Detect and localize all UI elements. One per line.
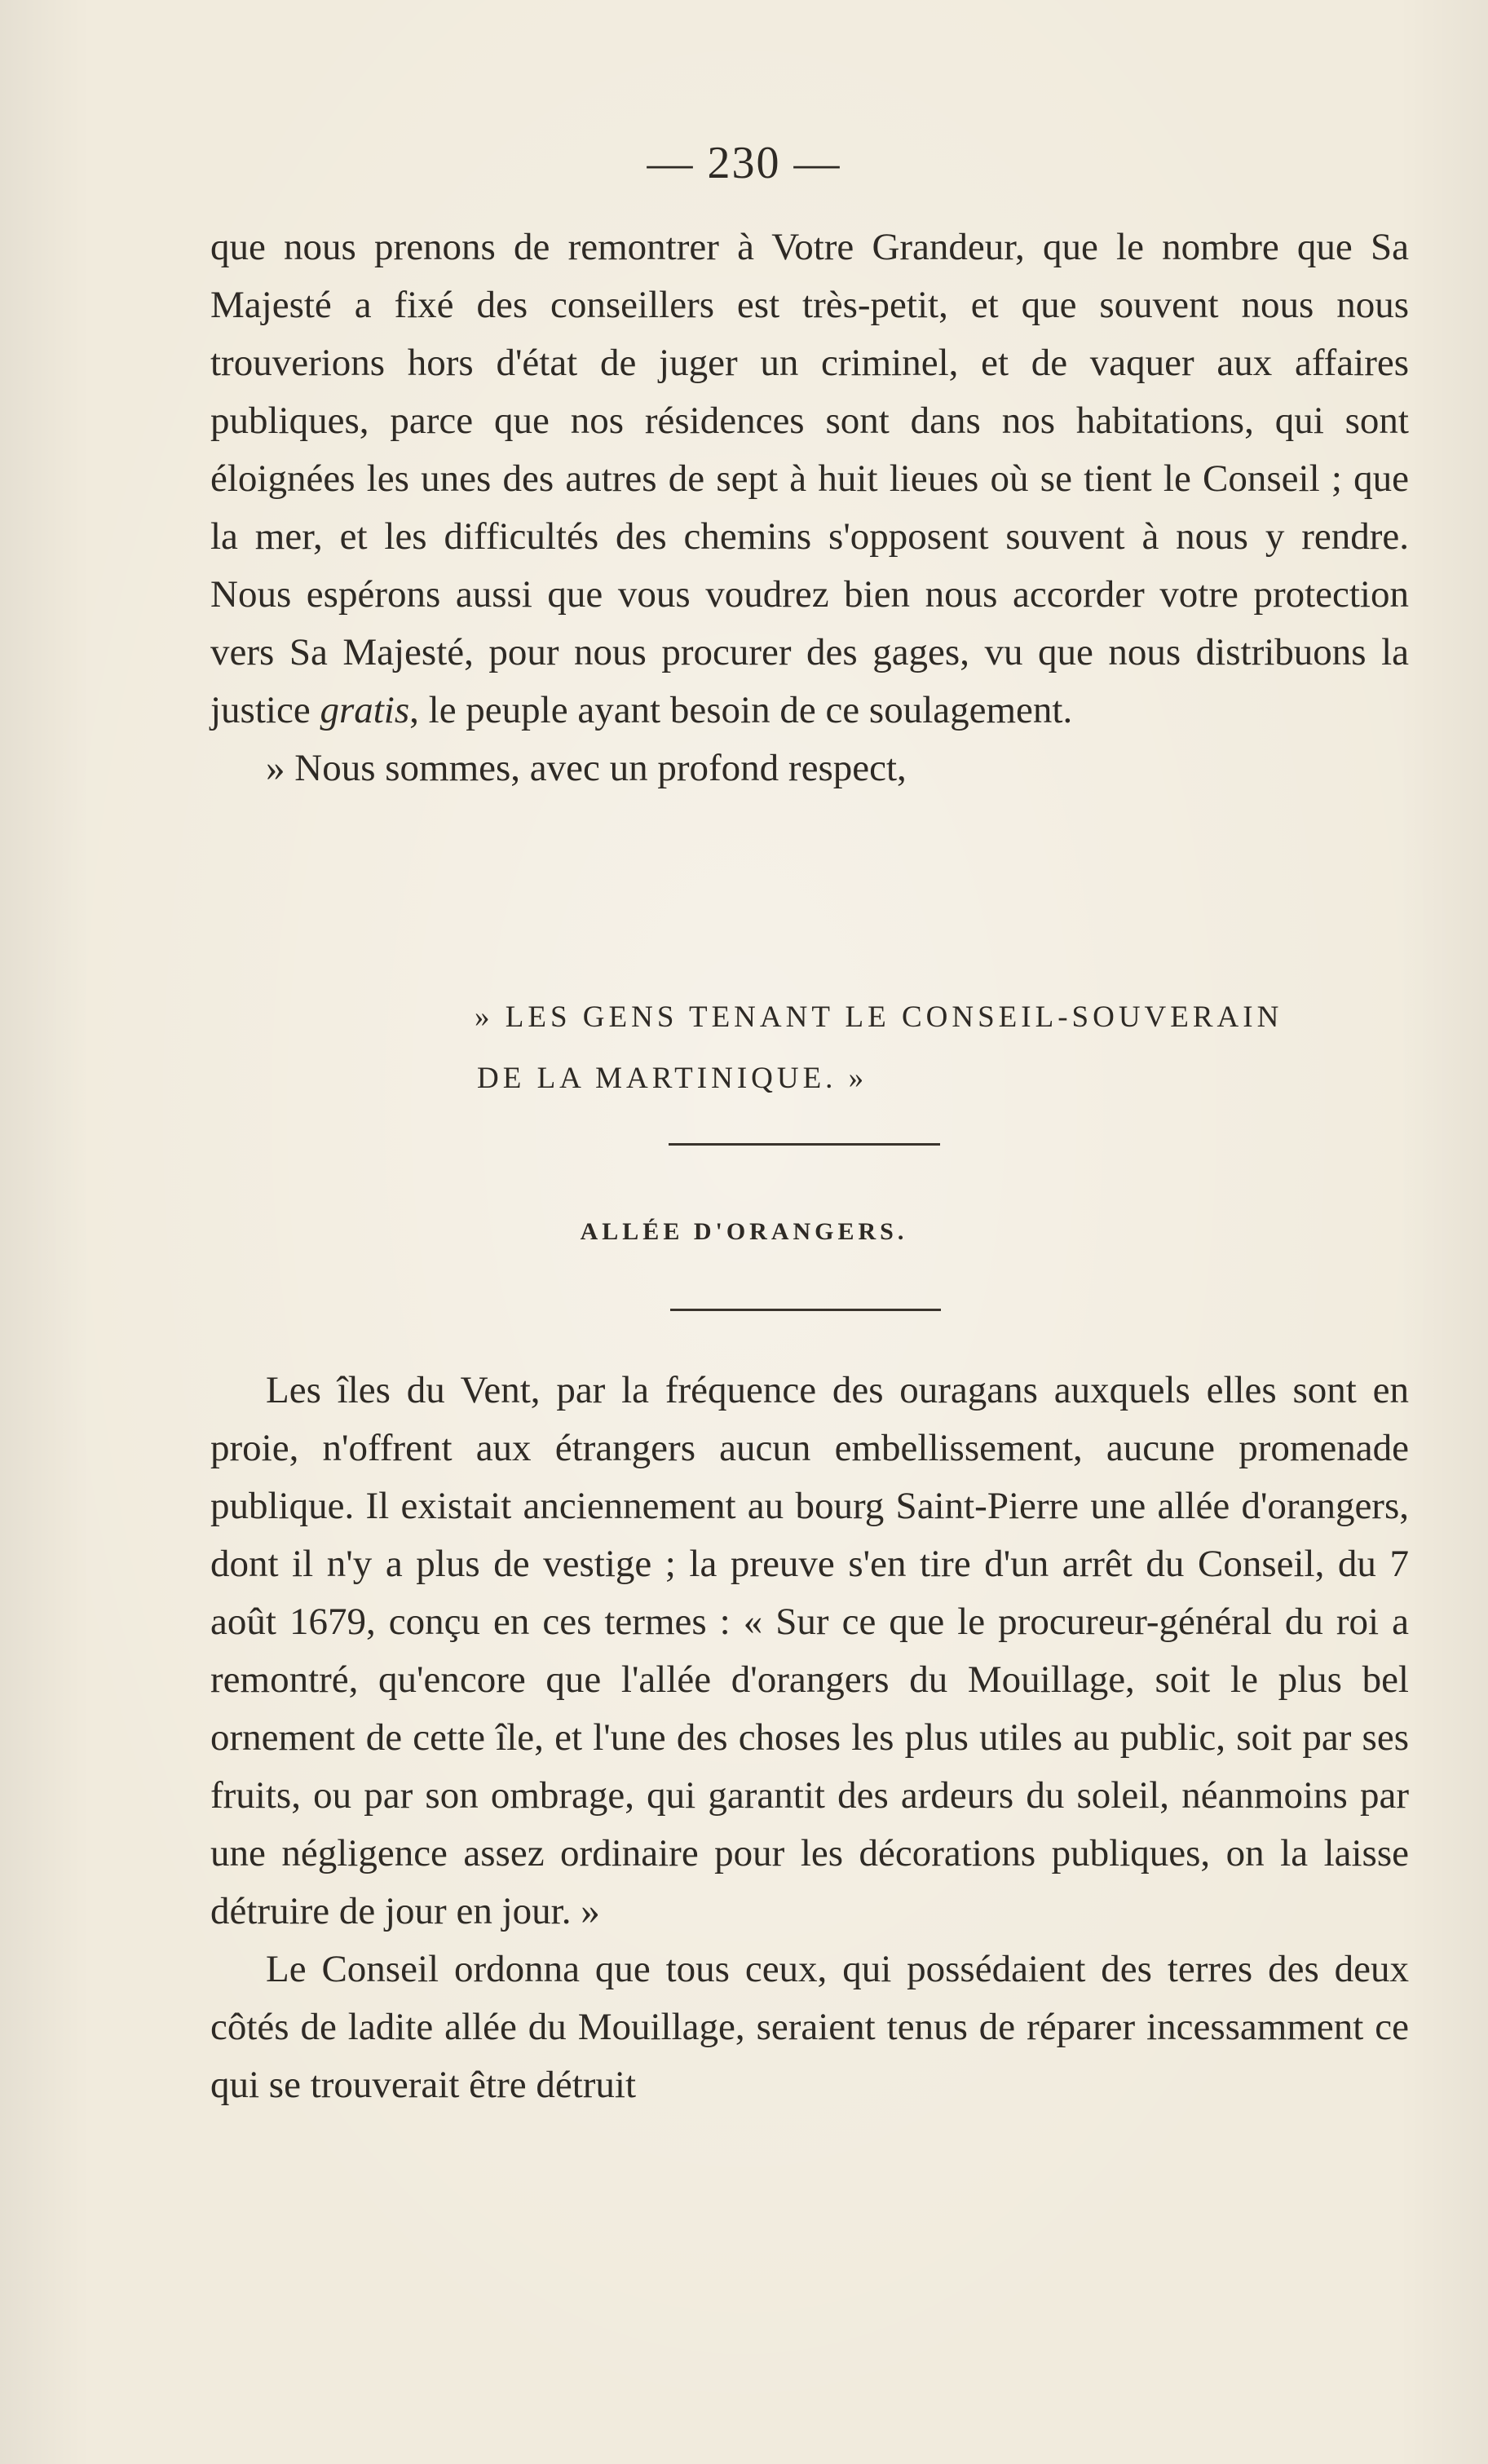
signature-line-2: DE LA MARTINIQUE. » xyxy=(477,1062,868,1095)
divider-rule-top xyxy=(669,1143,940,1146)
signature-line-1: » LES GENS TENANT LE CONSEIL-SOUVERAIN xyxy=(475,1000,1283,1034)
letter-paragraph-end: , le peuple ayant besoin de ce soulagement. xyxy=(409,689,1073,731)
page-number: — 230 — xyxy=(647,138,841,188)
letter-paragraph-text: que nous prenons de remontrer à Votre Grandeur, que le nombre que Sa Majesté a fixé des conseillers est très-petit, et que souvent nous nous trouverions hors d'état de juger un criminel, et de vaquer aux affaires publiques, parce que nos résidences sont dans nos habitations, qui sont éloignées les unes des autres de sept à huit lieues où se tient le Conseil ; que la mer, et les difficultés des chemins s'opposent souvent à nous y rendre. Nous espérons aussi que vous voudrez bien nous accorder votre protection vers Sa Majesté, pour nous procurer des gages, vu que nous distribuons la justice xyxy=(210,226,1409,731)
section-text xyxy=(210,1362,1409,2114)
letter-text xyxy=(210,219,1409,797)
section-title: ALLÉE D'ORANGERS. xyxy=(580,1218,908,1245)
letter-closing: » Nous sommes, avec un profond respect, xyxy=(266,747,907,789)
section-paragraph-2: Le Conseil ordonna que tous ceux, qui possédaient des terres des deux côtés de ladite allée du Mouillage, seraient tenus de réparer incessamment ce qui se trouverait être détruit xyxy=(210,1948,1409,2106)
section-paragraph-1: Les îles du Vent, par la fréquence des ouragans auxquels elles sont en proie, n'offrent aux étrangers aucun embellissement, aucune promenade publique. Il existait anciennement au bourg Saint-Pierre une allée d'orangers, dont il n'y a plus de vestige ; la preuve s'en tire d'un arrêt du Conseil, du 7 août 1679, conçu en ces termes : « Sur ce que le procureur-général du roi a remontré, qu'encore que l'allée d'orangers du Mouillage, soit le plus bel ornement de cette île, et l'une des choses les plus utiles au public, soit par ses fruits, ou par son ombrage, qui garantit des ardeurs du soleil, néanmoins par une négligence assez ordinaire pour les décorations publiques, on la laisse détruire de jour en jour. » xyxy=(210,1369,1409,1932)
italic-word: gratis xyxy=(320,689,410,731)
divider-rule-bottom xyxy=(670,1309,941,1311)
letter-paragraph xyxy=(210,219,1409,740)
letter-signature xyxy=(475,987,1283,1109)
